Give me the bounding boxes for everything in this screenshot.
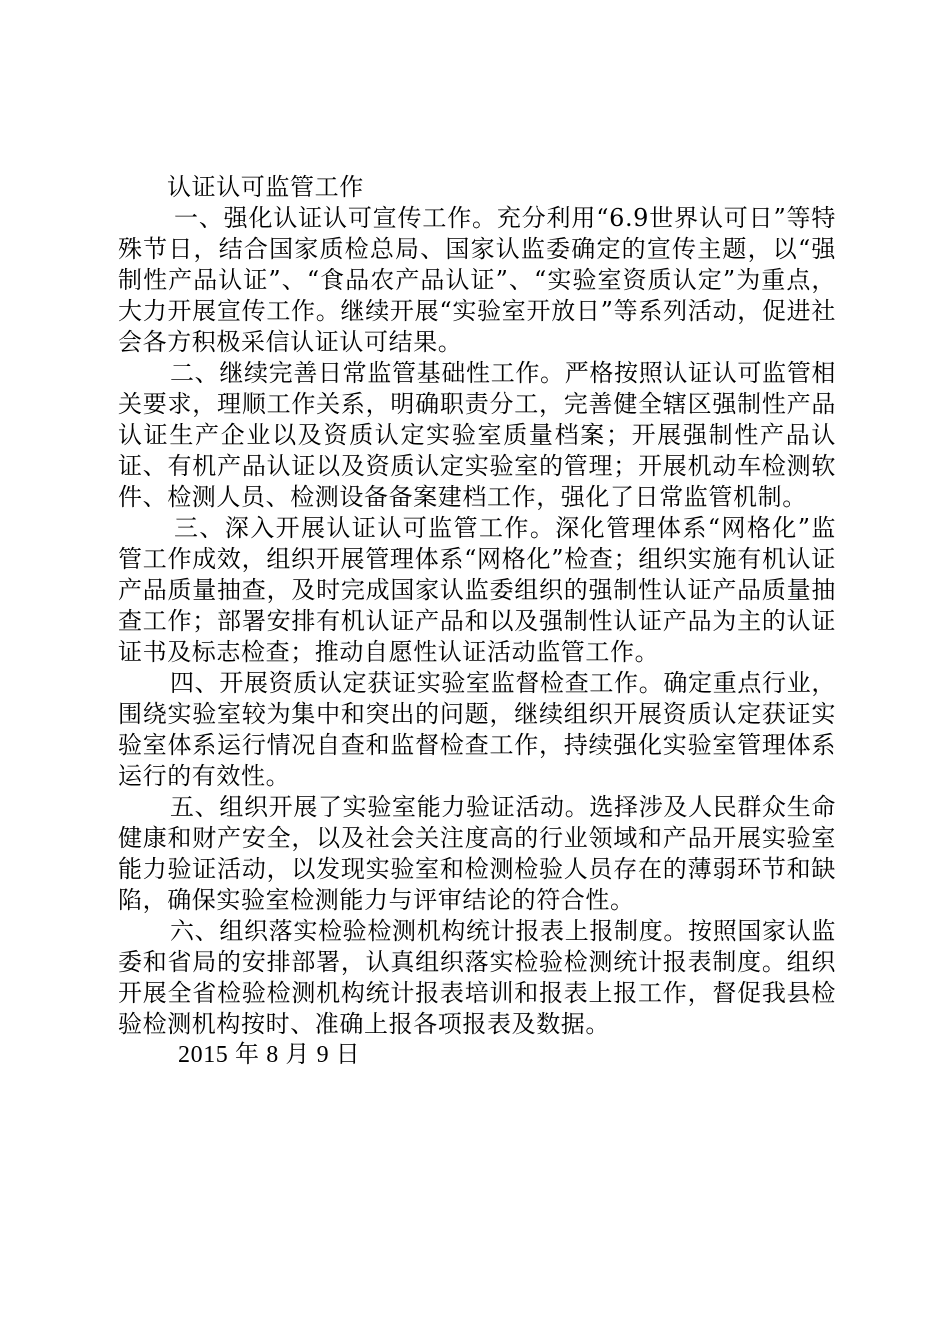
paragraph-5: 五、组织开展了实验室能力验证活动。选择涉及人民群众生命健康和财产安全，以及社会关注度高的行业领域和产品开展实验室能力验证活动，以发现实验室和检测检验人员存在的薄弱环节和缺陷，确保实验室检测能力与评审结论的符合性。 [118,793,836,914]
paragraph-2: 二、继续完善日常监管基础性工作。严格按照认证认可监管相关要求，理顺工作关系，明确职责分工，完善健全辖区强制性产品认证生产企业以及资质认定实验室质量档案；开展强制性产品认证、有机产品认证以及资质认定实验室的管理；开展机动车检测软件、检测人员、检测设备备案建档工作，强化了日常监管机制。 [118,359,836,511]
document-date: 2015 年 8 月 9 日 [178,1042,361,1068]
paragraph-1: 一、强化认证认可宣传工作。充分利用“6.9世界认可日”等特殊节日，结合国家质检总局、国家认监委确定的宣传主题，以“强制性产品认证”、“食品农产品认证”、“实验室资质认定”为重点，大力开展宣传工作。继续开展“实验室开放日”等系列活动，促进社会各方积极采信认证认可结果。 [118,204,836,356]
paragraph-4: 四、开展资质认定获证实验室监督检查工作。确定重点行业，围绕实验室较为集中和突出的问题，继续组织开展资质认定获证实验室体系运行情况自查和监督检查工作，持续强化实验室管理体系运行的有效性。 [118,669,836,790]
paragraph-3: 三、深入开展认证认可监管工作。深化管理体系“网格化”监管工作成效，组织开展管理体系“网格化”检查；组织实施有机认证产品质量抽查，及时完成国家认监委组织的强制性认证产品质量抽查工作；部署安排有机认证产品和以及强制性认证产品为主的认证证书及标志检查；推动自愿性认证活动监管工作。 [118,514,836,666]
paragraph-6: 六、组织落实检验检测机构统计报表上报制度。按照国家认监委和省局的安排部署，认真组织落实检验检测统计报表制度。组织开展全省检验检测机构统计报表培训和报表上报工作，督促我县检验检测机构按时、准确上报各项报表及数据。 [118,917,836,1038]
document-body [118,172,836,1071]
document-title: 认证认可监管工作 [167,173,364,201]
